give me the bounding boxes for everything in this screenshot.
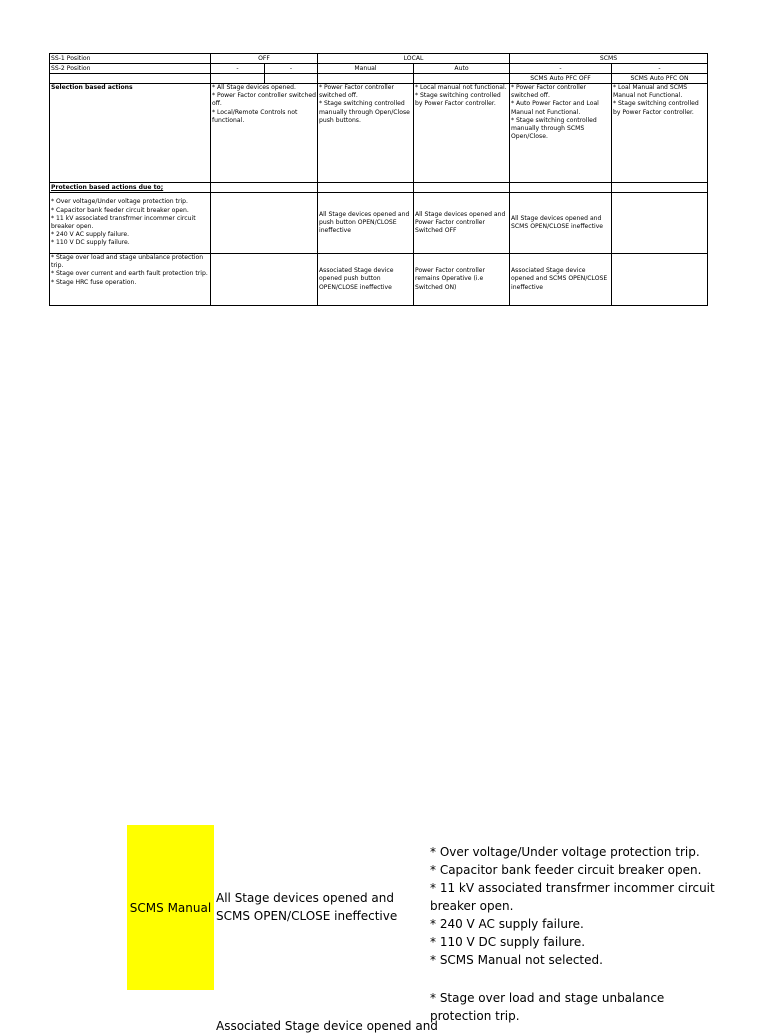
protection-matrix-table: [49, 53, 708, 306]
empty-cell: [265, 74, 318, 84]
zoom-cut-text: Associated Stage device opened and: [216, 1019, 438, 1033]
table-cell: All Stage devices opened and push button OPEN/CLOSE ineffective: [318, 193, 414, 254]
zoomed-excerpt: [127, 822, 768, 1033]
zoom-conditions-text: * Over voltage/Under voltage protection trip. * Capacitor bank feeder circuit breaker open. * 11 kV associated transfrmer incommer circuit breaker open. * 240 V AC supply failure. * 110 V DC supply failure. * SCMS Manual not selected.: [430, 845, 715, 967]
empty-cell: [211, 193, 318, 254]
table-row: [50, 74, 708, 84]
header-scms: SCMS: [510, 54, 708, 64]
header-scms-auto-pfc-on: SCMS Auto PFC ON: [612, 74, 708, 84]
header-cell: -: [211, 64, 265, 74]
row-label: Selection based actions: [50, 84, 211, 183]
empty-cell: [211, 254, 318, 306]
zoom-action-text: All Stage devices opened and SCMS OPEN/CLOSE ineffective: [216, 891, 398, 923]
empty-cell: [510, 183, 612, 193]
empty-cell: [612, 193, 708, 254]
highlight-label: SCMS Manual: [129, 900, 212, 915]
empty-cell: [414, 183, 510, 193]
empty-cell: [318, 74, 414, 84]
header-manual: Manual: [318, 64, 414, 74]
table-cell: * Power Factor controller switched off. * Stage switching controlled manually through Open/Close push buttons.: [318, 84, 414, 183]
table-cell: Associated Stage device opened and SCMS OPEN/CLOSE ineffective: [510, 254, 612, 306]
table-row: [50, 193, 708, 254]
table-cell: All Stage devices opened and SCMS OPEN/CLOSE ineffective: [510, 193, 612, 254]
table-row: [50, 64, 708, 74]
table-row: [50, 54, 708, 64]
table-cell: Power Factor controller remains Operative (i.e Switched ON): [414, 254, 510, 306]
row-label: SS-1 Position: [50, 54, 211, 64]
section-heading: Protection based actions due to;: [50, 183, 211, 193]
table-row: [50, 84, 708, 183]
row-label: SS-2 Position: [50, 64, 211, 74]
table-cell: * All Stage devices opened. * Power Factor controller switched off. * Local/Remote Controls not functional.: [211, 84, 318, 183]
empty-cell: [211, 74, 265, 84]
table-row: [50, 254, 708, 306]
table-cell: * Local manual not functional. * Stage switching controlled by Power Factor controller.: [414, 84, 510, 183]
header-local: LOCAL: [318, 54, 510, 64]
header-auto: Auto: [414, 64, 510, 74]
zoom-conditions-text-2: * Stage over load and stage unbalance protection trip.: [430, 991, 665, 1023]
table-row: [50, 183, 708, 193]
empty-cell: [211, 183, 318, 193]
table-cell: * Power Factor controller switched off. * Auto Power Factor and Loal Manual not Functional. * Stage switching controlled manually through SCMS Open/Close.: [510, 84, 612, 183]
header-scms-auto-pfc-off: SCMS Auto PFC OFF: [510, 74, 612, 84]
table-cell: All Stage devices opened and Power Factor controller Switched OFF: [414, 193, 510, 254]
table-cell: Associated Stage device opened push button OPEN/CLOSE ineffective: [318, 254, 414, 306]
empty-cell: [612, 183, 708, 193]
header-cell: -: [510, 64, 612, 74]
header-off: OFF: [211, 54, 318, 64]
header-cell: -: [612, 64, 708, 74]
empty-cell: [414, 74, 510, 84]
empty-cell: [612, 254, 708, 306]
table-cell: * Loal Manual and SCMS Manual not Functional. * Stage switching controlled by Power Factor controller.: [612, 84, 708, 183]
empty-cell: [50, 74, 211, 84]
row-label: * Over voltage/Under voltage protection trip. * Capacitor bank feeder circuit breaker open. * 11 kV associated transfrmer incommer circuit breaker open. * 240 V AC supply failure. * 110 V DC supply failure.: [50, 193, 211, 254]
header-cell: -: [265, 64, 318, 74]
empty-cell: [318, 183, 414, 193]
row-label: * Stage over load and stage unbalance protection trip. * Stage over current and earth fault protection trip. * Stage HRC fuse operation.: [50, 254, 211, 306]
